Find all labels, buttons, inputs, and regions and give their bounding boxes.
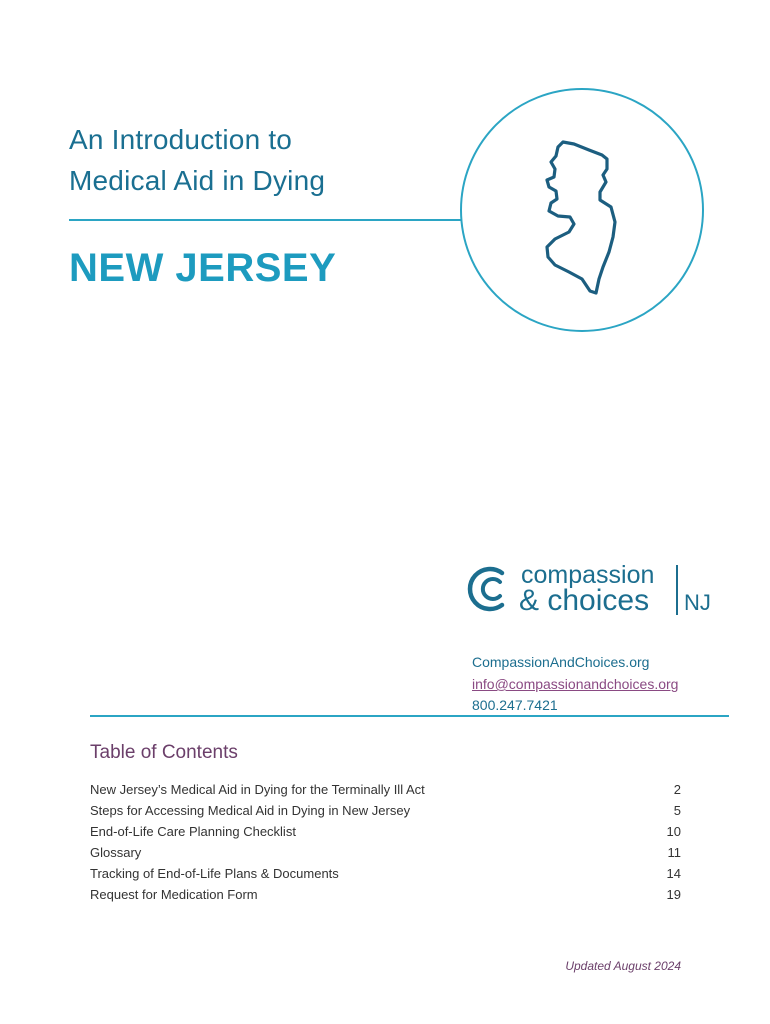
contact-phone: 800.247.7421 — [472, 697, 558, 713]
toc-entry-page: 2 — [673, 782, 681, 797]
toc-entry[interactable] — [90, 845, 681, 865]
state-name-heading: NEW JERSEY — [69, 246, 337, 290]
title-divider — [69, 219, 462, 221]
contact-email-link[interactable]: info@compassionandchoices.org — [472, 676, 679, 692]
updated-date: Updated August 2024 — [565, 959, 681, 973]
title-line-2: Medical Aid in Dying — [69, 165, 326, 196]
toc-entry-title: End-of-Life Care Planning Checklist — [90, 824, 296, 839]
toc-entry-page: 19 — [666, 887, 681, 902]
toc-entry-page: 5 — [673, 803, 681, 818]
toc-entry-page: 11 — [667, 845, 681, 860]
toc-entry-page: 10 — [666, 824, 681, 839]
new-jersey-state-outline-icon — [459, 87, 705, 333]
toc-divider — [90, 715, 729, 717]
toc-entry-title: New Jersey’s Medical Aid in Dying for the Terminally Ill Act — [90, 782, 425, 797]
toc-entry-title: Tracking of End-of-Life Plans & Documents — [90, 866, 339, 881]
toc-entry-title: Glossary — [90, 845, 142, 860]
logo-c-mark-icon — [466, 563, 516, 615]
logo-state-code: NJ — [684, 590, 711, 615]
logo-divider — [676, 565, 678, 615]
title-line-1: An Introduction to — [69, 124, 293, 155]
compassion-and-choices-logo — [466, 557, 726, 621]
toc-entry[interactable] — [90, 887, 681, 907]
logo-word-choices: & choices — [519, 584, 650, 617]
toc-entry-title: Request for Medication Form — [90, 887, 258, 902]
toc-entry-page: 14 — [666, 866, 681, 881]
toc-entry-title: Steps for Accessing Medical Aid in Dying in New Jersey — [90, 803, 411, 818]
logo-word-compassion: compassion — [521, 561, 655, 589]
toc-entry[interactable] — [90, 803, 681, 823]
contact-website: CompassionAndChoices.org — [472, 654, 650, 670]
toc-entry[interactable] — [90, 824, 681, 844]
toc-entry[interactable] — [90, 866, 681, 886]
toc-entry[interactable] — [90, 782, 681, 802]
toc-heading: Table of Contents — [90, 742, 238, 763]
